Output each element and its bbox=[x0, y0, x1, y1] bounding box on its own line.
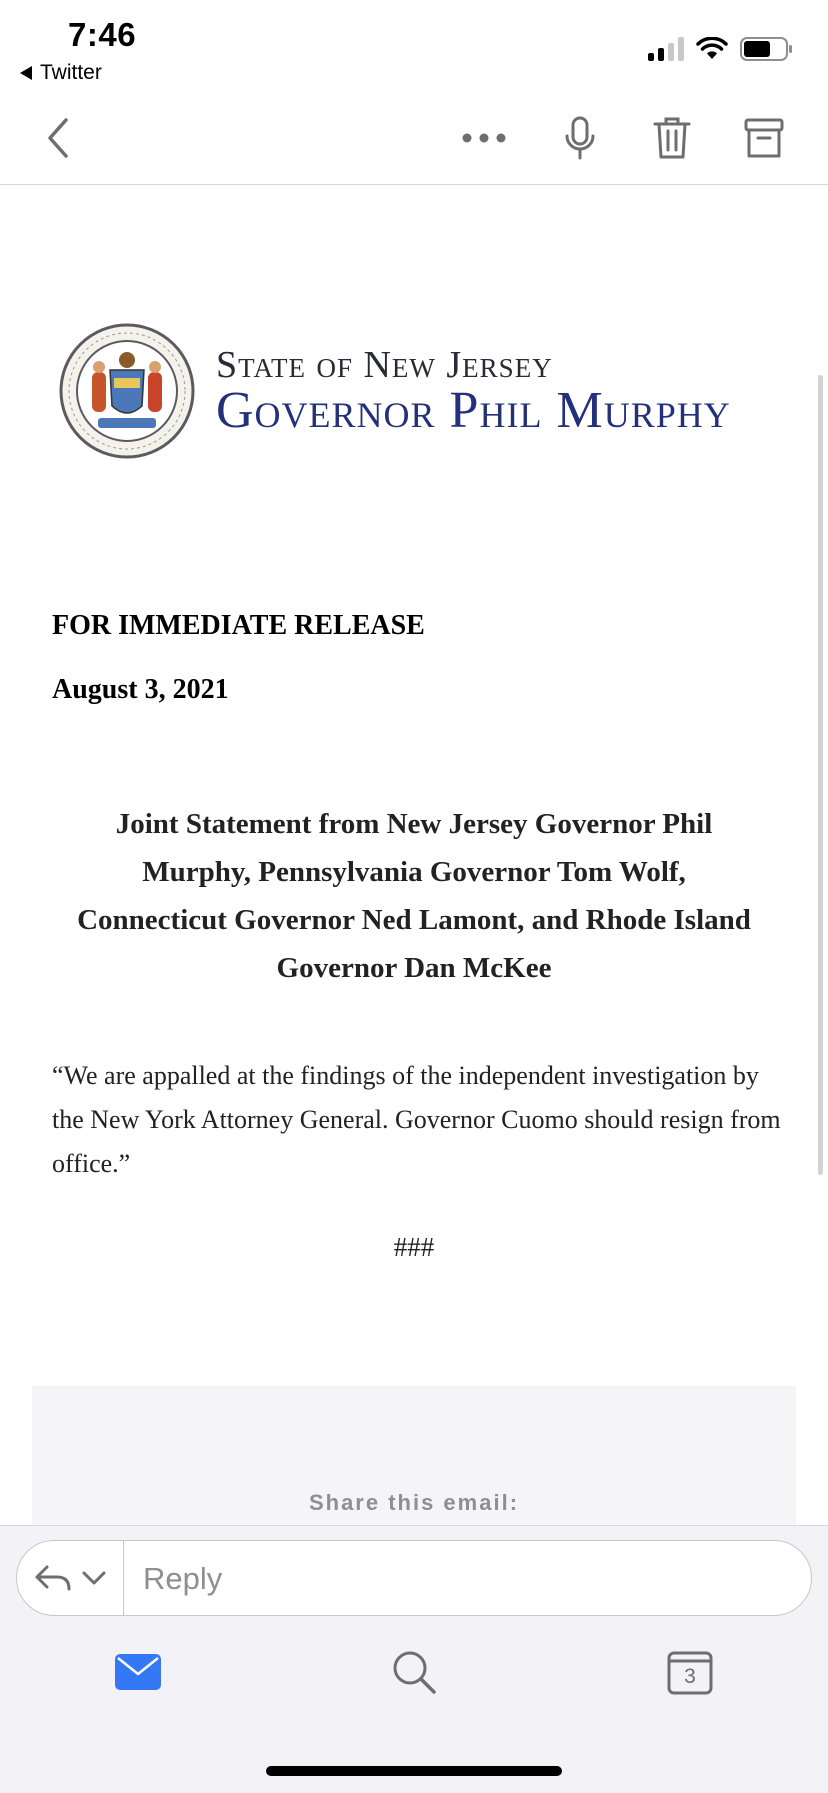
back-button[interactable] bbox=[34, 114, 82, 162]
trash-icon bbox=[653, 116, 691, 160]
back-to-app-link[interactable] bbox=[20, 61, 102, 85]
release-label: FOR IMMEDIATE RELEASE bbox=[52, 610, 425, 641]
reply-arrow-icon bbox=[33, 1563, 73, 1593]
scroll-indicator[interactable] bbox=[818, 375, 823, 1175]
tab-calendar[interactable] bbox=[660, 1642, 720, 1702]
bottom-bar bbox=[0, 1525, 828, 1793]
microphone-icon bbox=[564, 116, 596, 160]
end-mark: ### bbox=[393, 1232, 435, 1262]
status-time: 7:46 bbox=[68, 16, 137, 53]
more-button[interactable] bbox=[460, 114, 508, 162]
back-triangle-icon bbox=[20, 66, 32, 80]
reply-input[interactable]: Reply bbox=[143, 1561, 223, 1596]
reply-bar[interactable] bbox=[16, 1540, 812, 1616]
wifi-icon bbox=[696, 37, 728, 61]
nj-state-seal-icon bbox=[58, 322, 196, 460]
release-date: August 3, 2021 bbox=[52, 674, 229, 705]
logo-state-name: State of New Jersey bbox=[216, 344, 553, 386]
chevron-down-icon bbox=[81, 1570, 107, 1586]
search-icon bbox=[390, 1648, 438, 1696]
battery-icon bbox=[740, 36, 794, 62]
status-icons bbox=[648, 36, 794, 62]
home-indicator[interactable] bbox=[266, 1766, 562, 1776]
more-icon bbox=[461, 132, 507, 144]
dictate-button[interactable] bbox=[556, 114, 604, 162]
status-bar bbox=[0, 0, 828, 90]
tab-mail[interactable] bbox=[108, 1642, 168, 1702]
chevron-left-icon bbox=[44, 116, 72, 160]
logo-text bbox=[216, 345, 731, 437]
back-app-label: Twitter bbox=[40, 61, 102, 84]
nj-governor-logo bbox=[58, 322, 731, 460]
share-label: Share this email: bbox=[308, 1490, 520, 1515]
message-toolbar bbox=[0, 90, 828, 185]
archive-icon bbox=[744, 117, 784, 159]
calendar-day: 3 bbox=[684, 1665, 696, 1688]
tab-search[interactable] bbox=[384, 1642, 444, 1702]
reply-options-button[interactable] bbox=[17, 1541, 124, 1615]
statement-headline: Joint Statement from New Jersey Governor Phil Murphy, Pennsylvania Governor Tom Wolf, Connecticut Governor Ned Lamont, and Rhode Island Governor Dan McKee bbox=[77, 808, 751, 984]
tab-bar bbox=[0, 1642, 828, 1732]
cellular-signal-icon bbox=[648, 37, 684, 61]
mail-icon bbox=[114, 1653, 162, 1691]
delete-button[interactable] bbox=[648, 114, 696, 162]
statement-quote: “We are appalled at the findings of the independent investigation by the New York Attorney General. Governor Cuomo should resign from office.” bbox=[52, 1061, 781, 1178]
logo-governor-name: Governor Phil Murphy bbox=[216, 382, 731, 439]
archive-button[interactable] bbox=[740, 114, 788, 162]
